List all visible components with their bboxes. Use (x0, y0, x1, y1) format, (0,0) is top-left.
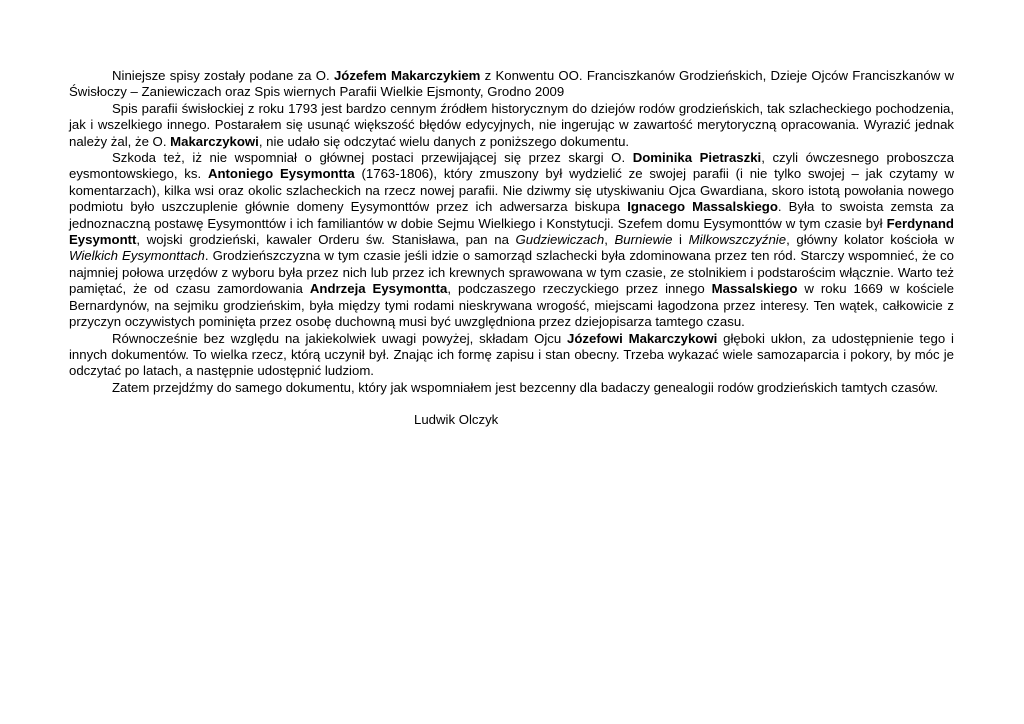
text-run: (1763-1806), który zmuszony był wydzielić ze swojej parafii (i nie tylko swojej – jak czytamy w komentarzach), kilka wsi oraz okolic szlacheckich na rzecz nowej parafii. Nie dziwmy się utyskiwaniu Ojca Gwardiana, skoro istotą powołania nowego podmiotu było uszczuplenie głównie domeny Eysymonttów przez ich adwersarza biskupa (69, 166, 954, 215)
text-run: głęboki ukłon, za udostępnienie tego i innych dokumentów. To wielka rzecz, którą uczynił był. Znając ich formę zapisu i stan obecny. Trzeba wykazać wiele samozaparcia i pokory, by móc je odczytać po latach, a następnie udostępnić ludziom. (69, 330, 954, 379)
text-run: Niniejsze spisy zostały podane za O. (112, 68, 334, 83)
text-run: Spis parafii świsłockiej z roku 1793 jest bardzo cennym źródłem historycznym do dziejów rodów grodzieńskich, tak szlacheckiego pochodzenia, jak i wszelkiego innego. Postarałem się usunąć większość błędów edycyjnych, nie ingerując w zawartość merytoryczną opracowania. Wyrazić jednak należy żal, że O. (69, 100, 954, 149)
text-run: , (604, 232, 615, 248)
text-run: i (672, 232, 689, 248)
text-run: , główny kolator kościoła w (786, 232, 955, 248)
text-run: z Konwentu OO. Franciszkanów Grodzieńskich, Dzieje Ojców Franciszkanów w Świsłoczy – Zaniewiczach oraz Spis wiernych Parafii Wielkie Ejsmonty, Grodno 2009 (69, 68, 955, 100)
paragraph-1 (69, 68, 954, 101)
text-run: . Grodzieńszczyzna w tym czasie jeśli idzie o samorząd szlachecki była zdominowana przez ten ród. Starczy wspomnieć, że co najmniej połowa urzędów z wyboru była przez nich lub przez ich krewnych sprawowana w tym czasie, ze stolnikiem i podstarościm włącznie. Warto też pamiętać, że od czasu zamordowania (69, 248, 954, 297)
paragraph-2 (69, 101, 954, 150)
text-run: , podczaszego rzeczyckiego przez innego (447, 281, 712, 297)
bold-name: Makarczykowi (170, 133, 259, 149)
document-page (69, 68, 954, 429)
italic-place-name: Burniewie (614, 232, 673, 248)
bold-name: Ignacego Massalskiego (627, 199, 778, 215)
text-run: . Była to swoista zemsta za jednoznaczną postawę Eysymonttów i ich familiantów w dobie Sejmu Wielkiego i Konstytucji. Szefem domu Eysymonttów w tym czasie był (69, 199, 955, 231)
italic-place-name: Wielkich Eysymonttach (69, 248, 205, 264)
italic-place-name: Gudziewiczach (515, 232, 605, 248)
text-run: , nie udało się odczytać wielu danych z poniższego dokumentu. (258, 133, 630, 149)
bold-name: Dominika Pietraszki (632, 150, 762, 166)
signature: Ludwik Olczyk (414, 412, 499, 428)
bold-name: Antoniego Eysymontta (207, 166, 355, 182)
bold-name: Józefem Makarczykiem (333, 68, 481, 83)
text-run: , wojski grodzieński, kawaler Orderu św. Stanisława, pan na (136, 232, 516, 248)
paragraph-5 (69, 380, 954, 396)
text-run: Zatem przejdźmy do samego dokumentu, który jak wspomniałem jest bezcenny dla badaczy genealogii rodów grodzieńskich tamtych czasów. (112, 379, 939, 395)
text-run: Szkoda też, iż nie wspomniał o głównej postaci przewijającej się przez skargi O. (112, 150, 633, 166)
text-run: , czyli ówczesnego proboszcza eysmontowskiego, ks. (69, 150, 954, 182)
paragraph-4 (69, 331, 954, 380)
text-run: w roku 1669 w kościele Bernardynów, na sejmiku grodzieńskim, była między tymi rodami nieskrywana wrogość, miejscami łagodzona przez interesy. Ten wątek, całkowicie z przyczyn oczywistych pominięta przez osobę duchowną musi być uwzględniona przez dziejopisarza tamtego czasu. (69, 281, 954, 330)
bold-name: Massalskiego (711, 281, 798, 297)
paragraph-3 (69, 150, 954, 330)
document-body (69, 68, 954, 396)
text-run: Równocześnie bez względu na jakiekolwiek uwagi powyżej, składam Ojcu (112, 330, 568, 346)
bold-name: Andrzeja Eysymontta (309, 281, 448, 297)
bold-name: Ferdynand Eysymontt (69, 215, 954, 248)
italic-place-name: Milkowszczyźnie (688, 232, 787, 248)
bold-name: Józefowi Makarczykowi (567, 330, 718, 346)
